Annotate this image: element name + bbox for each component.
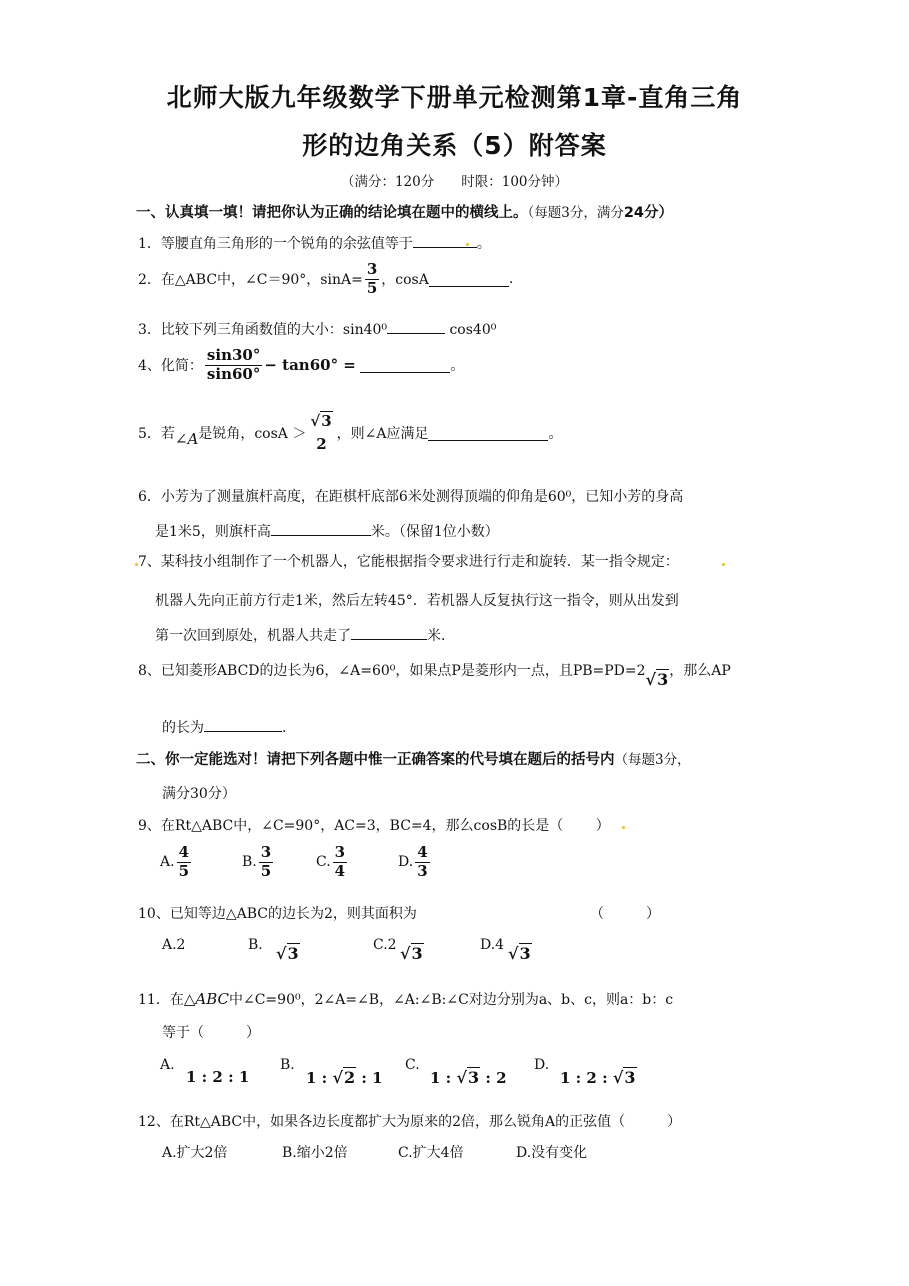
- q2-text-b: ，cosA: [381, 272, 429, 289]
- q10-option-c-radicand: 3: [411, 944, 423, 963]
- question-2: [138, 262, 513, 297]
- q9-option-b-den: 5: [260, 861, 272, 880]
- q11-option-b: [306, 1068, 383, 1087]
- q11-option-c-radicand: 3: [467, 1068, 480, 1087]
- q11-option-a: 1 : 2 : 1: [186, 1068, 250, 1086]
- q6-blank: [271, 521, 371, 536]
- q5-text-c: ，则∠A应满足: [336, 426, 429, 443]
- q9-option-b-fraction: [259, 845, 273, 880]
- q9-option-d-num: 4: [417, 843, 428, 861]
- q11-option-b-post: : 1: [361, 1069, 383, 1087]
- q5-blank: [428, 426, 548, 441]
- q3-text: 3．比较下列三角函数值的大小：sin40⁰: [138, 322, 388, 338]
- q8-text: 8、已知菱形ABCD的边长为6，∠A=60⁰，如果点P是菱形内一点，且PB=PD=2: [138, 663, 646, 679]
- q2-blank: [429, 272, 509, 287]
- q9-option-d-den: 3: [417, 861, 428, 880]
- question-9: 9、在Rt△ABC中，∠C=90°，AC=3，BC=4，那么cosB的长是（ ）: [138, 818, 610, 834]
- q11-triangle: △ABC: [183, 990, 229, 1008]
- question-8-line2: [162, 717, 286, 737]
- page-title: 北师大版九年级数学下册单元检测第1章-直角三角: [166, 83, 743, 112]
- question-12: 12、在Rt△ABC中，如果各边长度都扩大为原来的2倍，那么锐角A的正弦值（ ）: [138, 1114, 682, 1130]
- q9-options: [160, 845, 432, 880]
- q10-answer-paren: （ ）: [590, 906, 660, 922]
- q11-option-c-label: C.: [405, 1057, 420, 1073]
- q9-option-b-num: 3: [260, 843, 272, 861]
- q9-option-c-den: 4: [334, 861, 346, 880]
- q2-text: 2．在△ABC中，∠C＝90°，sinA=: [138, 272, 363, 289]
- question-10: 10、已知等边△ABC的边长为2，则其面积为: [138, 906, 417, 922]
- section1-heading-text: 一、认真填一填！请把你认为正确的结论填在题中的横线上。: [136, 205, 528, 221]
- q9-option-a: [160, 845, 242, 880]
- q7-blank: [351, 625, 427, 640]
- q12-option-a: A.扩大2倍: [162, 1145, 228, 1161]
- q4-denominator: sin60°: [206, 364, 261, 383]
- q8-end: .: [282, 720, 287, 736]
- speck-mark: [466, 243, 469, 246]
- q11-text: 11．在: [138, 992, 184, 1008]
- q9-option-a-num: 4: [178, 843, 189, 861]
- q4-numerator: sin30°: [206, 346, 261, 364]
- q9-option-a-label: A.: [160, 854, 175, 871]
- q10-option-b-radicand: 3: [287, 944, 299, 963]
- question-7-line2: 机器人先向正前方行走1米，然后左转45°．若机器人反复执行这一指令，则从出发到: [155, 593, 679, 609]
- q1-end: 。: [476, 236, 491, 252]
- q11-option-b-radicand: 2: [343, 1068, 356, 1087]
- q11-option-c-pre: 1 :: [430, 1069, 452, 1087]
- section2-note-line2: 满分30分）: [162, 786, 236, 802]
- q3-text-b: cos40⁰: [449, 322, 497, 338]
- q11-option-d-sqrt: √3: [612, 1068, 636, 1087]
- question-5: [138, 414, 562, 453]
- q5-text-b: 是锐角，cosA ＞: [198, 426, 307, 443]
- section2-heading: [136, 748, 691, 769]
- q10-option-d-sqrt: √3: [508, 944, 531, 963]
- q11-option-d: [560, 1068, 637, 1087]
- q5-angle: ∠A: [174, 430, 199, 449]
- q4-blank: [360, 358, 450, 373]
- q10-option-c-sqrt: √3: [400, 944, 423, 963]
- q11-option-d-radicand: 3: [624, 1068, 636, 1087]
- speck-mark: [622, 826, 625, 829]
- q8-text-c: 的长为: [162, 720, 204, 736]
- q2-numerator: 3: [366, 260, 378, 278]
- q10-option-d: D.4: [480, 937, 505, 953]
- speck-mark: [722, 563, 725, 566]
- section2-heading-text: 二、你一定能选对！请把下列各题中惟一正确答案的代号填在题后的括号内: [136, 752, 615, 768]
- q11-option-c-post: : 2: [485, 1069, 507, 1087]
- q9-option-b-label: B.: [242, 854, 257, 871]
- q11-option-c: [430, 1068, 507, 1087]
- q6-text: 是1米5，则旗杆高: [155, 524, 271, 540]
- q10-option-a: A.2: [162, 937, 186, 953]
- q6-text-b: 米。（保留1位小数）: [370, 524, 499, 540]
- section1-heading: [136, 201, 673, 222]
- q4-fraction: [205, 348, 262, 383]
- q10-option-d-radicand: 3: [519, 944, 531, 963]
- subtitle: （满分：120分 时限：100分钟）: [340, 174, 569, 190]
- page-title-line2: 形的边角关系（5）附答案: [302, 131, 607, 160]
- q7-text-b: 米．: [427, 628, 455, 644]
- q11-option-b-pre: 1 :: [306, 1069, 328, 1087]
- q5-end: 。: [548, 426, 563, 443]
- question-4: [138, 348, 464, 383]
- q10-option-b: [248, 937, 263, 953]
- q10-option-b-label: B.: [248, 937, 263, 953]
- section1-note: （每题3分，满分: [527, 205, 624, 221]
- q8-radicand: 3: [657, 670, 669, 689]
- question-11-line2: 等于（ ）: [162, 1025, 260, 1041]
- section1-note-b: 24分）: [623, 205, 674, 221]
- q9-option-d-fraction: [415, 845, 429, 880]
- q12-option-c: C.扩大4倍: [398, 1145, 464, 1161]
- q7-text: 第一次回到原处，机器人共走了: [155, 628, 351, 644]
- question-3: [138, 319, 496, 339]
- q12-option-d: D.没有变化: [516, 1145, 588, 1161]
- q4-end: 。: [450, 358, 465, 375]
- q2-end: .: [508, 271, 514, 288]
- q4-text: 4、化简：: [138, 358, 203, 375]
- q9-option-c-num: 3: [334, 843, 346, 861]
- q9-option-d-label: D.: [398, 854, 414, 871]
- q9-option-a-den: 5: [178, 861, 189, 880]
- q9-option-c-fraction: [333, 845, 347, 880]
- q11-option-a-label: A.: [160, 1057, 175, 1073]
- q9-option-a-fraction: [177, 845, 191, 880]
- q10-option-c: C.2: [373, 937, 397, 953]
- q11-option-c-sqrt: √3: [456, 1068, 480, 1087]
- q5-fraction: [308, 414, 334, 453]
- q9-option-c-label: C.: [316, 854, 331, 871]
- q8-blank: [204, 717, 282, 732]
- q8-text-b: ，那么AP: [669, 663, 731, 679]
- q3-blank: [387, 319, 445, 334]
- q1-text: 1．等腰直角三角形的一个锐角的余弦值等于: [138, 236, 413, 252]
- q2-denominator: 5: [366, 278, 378, 297]
- question-7: 7、某科技小组制作了一个机器人，它能根据指令要求进行行走和旋转．某一指令规定：: [138, 554, 679, 570]
- q5-sqrt: √3: [310, 412, 332, 430]
- question-6-line2: [155, 521, 499, 541]
- q11-option-b-label: B.: [280, 1057, 295, 1073]
- q5-radicand: 3: [321, 412, 332, 430]
- q11-option-b-sqrt: √2: [332, 1068, 356, 1087]
- q9-option-c: [316, 845, 398, 880]
- q11-option-d-label: D.: [534, 1057, 550, 1073]
- section2-note: （每题3分，: [614, 752, 691, 768]
- q5-denominator: 2: [316, 434, 327, 453]
- q8-sqrt: √3: [645, 670, 669, 689]
- question-8: [138, 660, 731, 689]
- q5-text: 5．若: [138, 426, 175, 443]
- q9-option-b: [242, 845, 316, 880]
- q2-fraction: [365, 262, 379, 297]
- question-6: 6．小芳为了测量旗杆高度，在距棋杆底部6米处测得顶端的仰角是60⁰，已知小芳的身高: [138, 489, 684, 505]
- q10-option-b-sqrt: √3: [276, 944, 299, 963]
- question-11: [138, 989, 673, 1009]
- q11-option-d-pre: 1 : 2 :: [560, 1069, 608, 1087]
- question-7-line3: [155, 625, 455, 645]
- q11-text-b: 中∠C=90⁰，2∠A=∠B，∠A:∠B:∠C对边分别为a、b、c，则a：b：c: [228, 992, 674, 1008]
- question-1: [138, 233, 491, 253]
- q9-option-d: [398, 845, 432, 880]
- q12-option-b: B.缩小2倍: [282, 1145, 348, 1161]
- q4-expression: − tan60° =: [264, 356, 356, 375]
